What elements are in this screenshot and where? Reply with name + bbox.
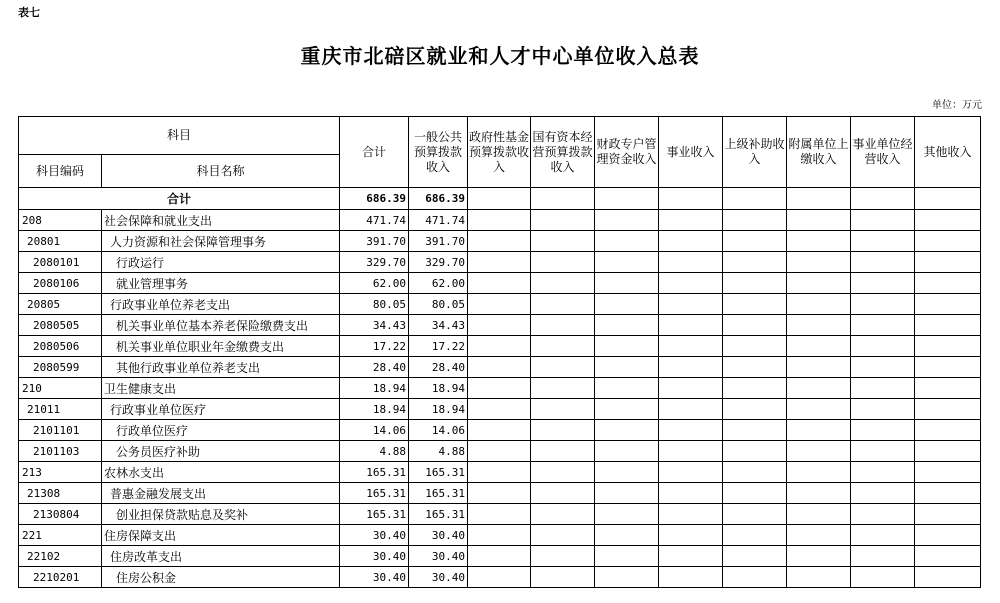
empty-cell xyxy=(531,420,595,441)
empty-cell xyxy=(723,252,787,273)
subject-code-cell: 2101101 xyxy=(19,420,102,441)
general-budget-cell: 165.31 xyxy=(409,504,468,525)
empty-cell xyxy=(595,441,659,462)
empty-cell xyxy=(531,210,595,231)
total-general-budget: 686.39 xyxy=(409,188,468,210)
empty-cell xyxy=(787,336,851,357)
col-header-subject-code: 科目编码 xyxy=(19,155,102,188)
general-budget-cell: 18.94 xyxy=(409,378,468,399)
empty-cell xyxy=(851,188,915,210)
empty-cell xyxy=(915,294,981,315)
total-value: 686.39 xyxy=(340,188,409,210)
general-budget-cell: 391.70 xyxy=(409,231,468,252)
empty-cell xyxy=(595,504,659,525)
empty-cell xyxy=(851,294,915,315)
income-table xyxy=(18,116,981,588)
total-cell: 28.40 xyxy=(340,357,409,378)
table-row xyxy=(19,273,981,294)
general-budget-cell: 30.40 xyxy=(409,567,468,588)
empty-cell xyxy=(468,252,531,273)
page-title: 重庆市北碚区就业和人才中心单位收入总表 xyxy=(300,44,700,68)
empty-cell xyxy=(531,483,595,504)
subject-code-cell: 2130804 xyxy=(19,504,102,525)
subject-name-cell: 普惠金融发展支出 xyxy=(102,483,340,504)
general-budget-cell: 28.40 xyxy=(409,357,468,378)
total-cell: 17.22 xyxy=(340,336,409,357)
empty-cell xyxy=(851,420,915,441)
empty-cell xyxy=(659,525,723,546)
table-row xyxy=(19,441,981,462)
empty-cell xyxy=(659,252,723,273)
empty-cell xyxy=(787,567,851,588)
empty-cell xyxy=(915,357,981,378)
empty-cell xyxy=(723,420,787,441)
empty-cell xyxy=(531,378,595,399)
empty-cell xyxy=(723,188,787,210)
general-budget-cell: 62.00 xyxy=(409,273,468,294)
subject-code-cell: 208 xyxy=(19,210,102,231)
empty-cell xyxy=(787,378,851,399)
table-row xyxy=(19,315,981,336)
empty-cell xyxy=(595,357,659,378)
empty-cell xyxy=(659,399,723,420)
empty-cell xyxy=(915,210,981,231)
empty-cell xyxy=(915,252,981,273)
empty-cell xyxy=(851,525,915,546)
empty-cell xyxy=(659,315,723,336)
table-row xyxy=(19,504,981,525)
empty-cell xyxy=(531,504,595,525)
empty-cell xyxy=(787,546,851,567)
empty-cell xyxy=(915,462,981,483)
empty-cell xyxy=(531,231,595,252)
empty-cell xyxy=(595,210,659,231)
subject-name-cell: 就业管理事务 xyxy=(102,273,340,294)
empty-cell xyxy=(531,441,595,462)
empty-cell xyxy=(787,399,851,420)
subject-code-cell: 2080506 xyxy=(19,336,102,357)
empty-cell xyxy=(787,252,851,273)
empty-cell xyxy=(723,210,787,231)
subject-code-cell: 20805 xyxy=(19,294,102,315)
empty-cell xyxy=(659,504,723,525)
subject-name-cell: 住房公积金 xyxy=(102,567,340,588)
col-header-total: 合计 xyxy=(340,117,409,188)
subject-code-cell: 2210201 xyxy=(19,567,102,588)
empty-cell xyxy=(468,357,531,378)
total-cell: 471.74 xyxy=(340,210,409,231)
total-cell: 391.70 xyxy=(340,231,409,252)
empty-cell xyxy=(468,420,531,441)
table-row xyxy=(19,462,981,483)
general-budget-cell: 165.31 xyxy=(409,483,468,504)
empty-cell xyxy=(915,188,981,210)
general-budget-cell: 80.05 xyxy=(409,294,468,315)
empty-cell xyxy=(915,378,981,399)
empty-cell xyxy=(659,294,723,315)
table-row xyxy=(19,231,981,252)
total-cell: 80.05 xyxy=(340,294,409,315)
table-row xyxy=(19,399,981,420)
empty-cell xyxy=(468,188,531,210)
empty-cell xyxy=(787,210,851,231)
total-cell: 30.40 xyxy=(340,525,409,546)
empty-cell xyxy=(787,294,851,315)
empty-cell xyxy=(851,399,915,420)
empty-cell xyxy=(787,525,851,546)
subject-code-cell: 210 xyxy=(19,378,102,399)
empty-cell xyxy=(659,273,723,294)
subject-code-cell: 2080505 xyxy=(19,315,102,336)
table-row xyxy=(19,294,981,315)
empty-cell xyxy=(851,252,915,273)
empty-cell xyxy=(915,273,981,294)
empty-cell xyxy=(851,462,915,483)
empty-cell xyxy=(468,546,531,567)
empty-cell xyxy=(915,315,981,336)
empty-cell xyxy=(723,399,787,420)
col-header-subject-name: 科目名称 xyxy=(102,155,340,188)
empty-cell xyxy=(595,188,659,210)
empty-cell xyxy=(595,273,659,294)
table-row xyxy=(19,378,981,399)
subject-name-cell: 人力资源和社会保障管理事务 xyxy=(102,231,340,252)
empty-cell xyxy=(595,294,659,315)
empty-cell xyxy=(915,567,981,588)
general-budget-cell: 18.94 xyxy=(409,399,468,420)
col-header-gov-fund: 政府性基金预算拨款收入 xyxy=(468,117,531,188)
empty-cell xyxy=(468,378,531,399)
subject-name-cell: 住房保障支出 xyxy=(102,525,340,546)
total-cell: 329.70 xyxy=(340,252,409,273)
empty-cell xyxy=(468,483,531,504)
subject-code-cell: 22102 xyxy=(19,546,102,567)
empty-cell xyxy=(787,315,851,336)
subject-code-cell: 213 xyxy=(19,462,102,483)
empty-cell xyxy=(915,441,981,462)
subject-name-cell: 行政事业单位养老支出 xyxy=(102,294,340,315)
general-budget-cell: 30.40 xyxy=(409,546,468,567)
subject-name-cell: 农林水支出 xyxy=(102,462,340,483)
empty-cell xyxy=(915,525,981,546)
empty-cell xyxy=(659,420,723,441)
empty-cell xyxy=(915,399,981,420)
empty-cell xyxy=(723,273,787,294)
col-header-special-fiscal: 财政专户管理资金收入 xyxy=(595,117,659,188)
table-row xyxy=(19,420,981,441)
empty-cell xyxy=(659,567,723,588)
table-row xyxy=(19,567,981,588)
empty-cell xyxy=(659,462,723,483)
total-cell: 30.40 xyxy=(340,567,409,588)
empty-cell xyxy=(787,357,851,378)
empty-cell xyxy=(595,315,659,336)
empty-cell xyxy=(468,399,531,420)
subject-name-cell: 其他行政事业单位养老支出 xyxy=(102,357,340,378)
empty-cell xyxy=(915,231,981,252)
empty-cell xyxy=(851,441,915,462)
empty-cell xyxy=(851,336,915,357)
col-header-subject: 科目 xyxy=(19,117,340,155)
total-cell: 18.94 xyxy=(340,378,409,399)
table-row xyxy=(19,525,981,546)
empty-cell xyxy=(468,462,531,483)
total-cell: 14.06 xyxy=(340,420,409,441)
empty-cell xyxy=(787,483,851,504)
general-budget-cell: 329.70 xyxy=(409,252,468,273)
table-row xyxy=(19,546,981,567)
empty-cell xyxy=(723,441,787,462)
empty-cell xyxy=(659,188,723,210)
empty-cell xyxy=(723,504,787,525)
subject-name-cell: 住房改革支出 xyxy=(102,546,340,567)
empty-cell xyxy=(468,231,531,252)
empty-cell xyxy=(851,567,915,588)
general-budget-cell: 165.31 xyxy=(409,462,468,483)
total-cell: 4.88 xyxy=(340,441,409,462)
empty-cell xyxy=(468,210,531,231)
empty-cell xyxy=(468,336,531,357)
empty-cell xyxy=(915,504,981,525)
empty-cell xyxy=(595,567,659,588)
col-header-other-income: 其他收入 xyxy=(915,117,981,188)
total-cell: 18.94 xyxy=(340,399,409,420)
empty-cell xyxy=(659,210,723,231)
subject-name-cell: 创业担保贷款贴息及奖补 xyxy=(102,504,340,525)
empty-cell xyxy=(595,546,659,567)
subject-code-cell: 2080106 xyxy=(19,273,102,294)
empty-cell xyxy=(531,357,595,378)
subject-name-cell: 行政单位医疗 xyxy=(102,420,340,441)
subject-name-cell: 社会保障和就业支出 xyxy=(102,210,340,231)
empty-cell xyxy=(468,504,531,525)
subject-name-cell: 行政事业单位医疗 xyxy=(102,399,340,420)
subject-code-cell: 2080101 xyxy=(19,252,102,273)
subject-code-cell: 2101103 xyxy=(19,441,102,462)
subject-name-cell: 卫生健康支出 xyxy=(102,378,340,399)
empty-cell xyxy=(531,567,595,588)
empty-cell xyxy=(468,567,531,588)
col-header-state-capital: 国有资本经营预算拨款收入 xyxy=(531,117,595,188)
empty-cell xyxy=(851,210,915,231)
total-row xyxy=(19,188,981,210)
empty-cell xyxy=(595,252,659,273)
col-header-general-budget: 一般公共预算拨款收入 xyxy=(409,117,468,188)
empty-cell xyxy=(787,420,851,441)
empty-cell xyxy=(787,273,851,294)
empty-cell xyxy=(787,441,851,462)
empty-cell xyxy=(659,441,723,462)
empty-cell xyxy=(659,336,723,357)
empty-cell xyxy=(531,273,595,294)
empty-cell xyxy=(723,567,787,588)
empty-cell xyxy=(851,378,915,399)
table-row xyxy=(19,252,981,273)
general-budget-cell: 17.22 xyxy=(409,336,468,357)
empty-cell xyxy=(468,525,531,546)
empty-cell xyxy=(723,315,787,336)
total-cell: 62.00 xyxy=(340,273,409,294)
empty-cell xyxy=(915,483,981,504)
subject-code-cell: 20801 xyxy=(19,231,102,252)
subject-name-cell: 机关事业单位职业年金缴费支出 xyxy=(102,336,340,357)
empty-cell xyxy=(851,546,915,567)
col-header-superior-subsidy: 上级补助收入 xyxy=(723,117,787,188)
empty-cell xyxy=(723,546,787,567)
general-budget-cell: 34.43 xyxy=(409,315,468,336)
empty-cell xyxy=(659,546,723,567)
empty-cell xyxy=(659,378,723,399)
total-cell: 165.31 xyxy=(340,504,409,525)
subject-code-cell: 21011 xyxy=(19,399,102,420)
empty-cell xyxy=(659,483,723,504)
table-tag: 表七 xyxy=(18,6,40,19)
empty-cell xyxy=(659,357,723,378)
subject-name-cell: 公务员医疗补助 xyxy=(102,441,340,462)
empty-cell xyxy=(787,231,851,252)
empty-cell xyxy=(787,188,851,210)
empty-cell xyxy=(723,525,787,546)
subject-name-cell: 机关事业单位基本养老保险缴费支出 xyxy=(102,315,340,336)
subject-code-cell: 21308 xyxy=(19,483,102,504)
empty-cell xyxy=(595,462,659,483)
general-budget-cell: 471.74 xyxy=(409,210,468,231)
empty-cell xyxy=(595,525,659,546)
empty-cell xyxy=(468,441,531,462)
empty-cell xyxy=(531,188,595,210)
empty-cell xyxy=(915,546,981,567)
empty-cell xyxy=(531,462,595,483)
empty-cell xyxy=(851,315,915,336)
subject-code-cell: 2080599 xyxy=(19,357,102,378)
empty-cell xyxy=(851,504,915,525)
table-row xyxy=(19,357,981,378)
subject-name-cell: 行政运行 xyxy=(102,252,340,273)
empty-cell xyxy=(531,546,595,567)
empty-cell xyxy=(723,231,787,252)
general-budget-cell: 4.88 xyxy=(409,441,468,462)
empty-cell xyxy=(595,231,659,252)
empty-cell xyxy=(723,483,787,504)
empty-cell xyxy=(595,399,659,420)
subject-code-cell: 221 xyxy=(19,525,102,546)
empty-cell xyxy=(723,294,787,315)
total-label: 合计 xyxy=(19,188,340,210)
table-row xyxy=(19,336,981,357)
empty-cell xyxy=(531,399,595,420)
col-header-affiliated-income: 附属单位上缴收入 xyxy=(787,117,851,188)
total-cell: 34.43 xyxy=(340,315,409,336)
empty-cell xyxy=(468,273,531,294)
table-row xyxy=(19,210,981,231)
unit-label: 单位：万元 xyxy=(932,100,982,111)
empty-cell xyxy=(787,504,851,525)
empty-cell xyxy=(531,525,595,546)
empty-cell xyxy=(851,273,915,294)
empty-cell xyxy=(787,462,851,483)
empty-cell xyxy=(531,336,595,357)
empty-cell xyxy=(851,483,915,504)
total-cell: 30.40 xyxy=(340,546,409,567)
empty-cell xyxy=(595,483,659,504)
empty-cell xyxy=(595,378,659,399)
empty-cell xyxy=(851,357,915,378)
empty-cell xyxy=(531,252,595,273)
empty-cell xyxy=(915,336,981,357)
table-row xyxy=(19,483,981,504)
empty-cell xyxy=(595,420,659,441)
empty-cell xyxy=(468,315,531,336)
total-cell: 165.31 xyxy=(340,462,409,483)
general-budget-cell: 14.06 xyxy=(409,420,468,441)
empty-cell xyxy=(659,231,723,252)
col-header-operating-income: 事业单位经营收入 xyxy=(851,117,915,188)
col-header-business-income: 事业收入 xyxy=(659,117,723,188)
empty-cell xyxy=(723,357,787,378)
total-cell: 165.31 xyxy=(340,483,409,504)
empty-cell xyxy=(468,294,531,315)
general-budget-cell: 30.40 xyxy=(409,525,468,546)
empty-cell xyxy=(531,294,595,315)
empty-cell xyxy=(723,462,787,483)
empty-cell xyxy=(723,378,787,399)
empty-cell xyxy=(851,231,915,252)
empty-cell xyxy=(595,336,659,357)
empty-cell xyxy=(915,420,981,441)
empty-cell xyxy=(723,336,787,357)
empty-cell xyxy=(531,315,595,336)
